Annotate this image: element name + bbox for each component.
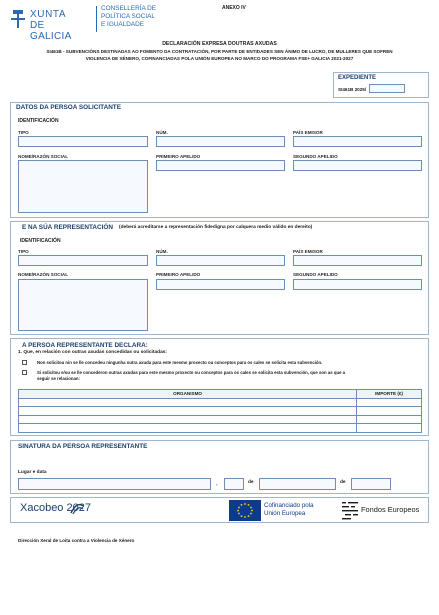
option1-checkbox[interactable] xyxy=(22,360,27,365)
col-organismo-header: ORGANISMO xyxy=(19,390,357,399)
representative-surname2-label: SEGUNDO APELIDO xyxy=(293,272,338,277)
applicant-num-field[interactable] xyxy=(156,136,285,147)
representative-surname1-field[interactable] xyxy=(156,279,285,290)
place-field[interactable] xyxy=(18,478,211,490)
table-row xyxy=(19,415,422,424)
applicant-tipo-label: TIPO xyxy=(18,130,29,135)
applicant-surname1-field[interactable] xyxy=(156,160,285,171)
applicant-name-field[interactable] xyxy=(18,160,148,213)
applicant-section-title: DATOS DA PERSOA SOLICITANTE xyxy=(16,104,121,111)
cofinanced-line2: Unión Europea xyxy=(264,510,306,517)
signature-title: SINATURA DA PERSOA REPRESENTANTE xyxy=(18,443,148,450)
organismo-cell[interactable] xyxy=(19,415,357,424)
month-field[interactable] xyxy=(259,478,336,490)
representative-num-label: NÚM. xyxy=(156,249,168,254)
option2-text-line1: Si solicitou e/ou se lle concederon outras axudas para este mesmo proxecto ou conceptos para os cales se solicita esta subvención, que son as que a xyxy=(37,370,346,375)
representative-surname1-label: PRIMEIRO APELIDO xyxy=(156,272,201,277)
importe-cell[interactable] xyxy=(357,407,422,416)
organismo-cell[interactable] xyxy=(19,407,357,416)
fondos-europeos-label: Fondos Europeos xyxy=(361,505,420,514)
representative-num-field[interactable] xyxy=(156,255,285,266)
col-importe-header: IMPORTE (€) xyxy=(357,390,422,399)
direction-footer: Dirección Xeral de Loita contra a Violencia de Xénero xyxy=(18,538,135,543)
importe-cell[interactable] xyxy=(357,398,422,407)
xunta-logo-divider xyxy=(96,6,97,32)
de-label-1: de xyxy=(248,480,254,485)
applicant-tipo-field[interactable] xyxy=(18,136,148,147)
applicant-identification-label: IDENTIFICACIÓN xyxy=(18,118,59,124)
organismo-cell[interactable] xyxy=(19,424,357,433)
declaration-title: A PERSOA REPRESENTANTE DECLARA: xyxy=(22,342,148,349)
representative-identification-label: IDENTIFICACIÓN xyxy=(20,238,61,244)
fondos-europeos-icon xyxy=(341,500,359,521)
applicant-surname2-label: SEGUNDO APELIDO xyxy=(293,154,338,159)
conselleria-line3: E IGUALDADE xyxy=(101,21,144,28)
representative-pais-field[interactable] xyxy=(293,255,422,266)
table-row xyxy=(19,407,422,416)
representative-tipo-field[interactable] xyxy=(18,255,148,266)
eu-flag-icon xyxy=(229,500,261,521)
importe-cell[interactable] xyxy=(357,424,422,433)
conselleria-line1: CONSELLERÍA DE xyxy=(101,5,157,12)
applicant-name-label: NOME/RAZÓN SOCIAL xyxy=(18,154,69,159)
applicant-pais-field[interactable] xyxy=(293,136,422,147)
xacobeo-logo: Xacobeo 2027 xyxy=(20,502,91,514)
option1-text: Non solicitou nin se lle concedeu ningunha outra axuda para este mesmo proxecto ou conceptos para os cales se solicita esta subvención. xyxy=(37,360,323,365)
expediente-code: SI461B 2025/ xyxy=(338,87,367,92)
doc-subtitle-line2: VIOLENCIA DE XÉNERO, COFINANCIADAS POLA UNIÓN EUROPEA NO MARCO DO PROGRAMA FSE+ GALICIA 2021-2027 xyxy=(85,56,354,61)
applicant-surname2-field[interactable] xyxy=(293,160,422,171)
applicant-num-label: NÚM. xyxy=(156,130,168,135)
representative-surname2-field[interactable] xyxy=(293,279,422,290)
cofinanced-line1: Cofinanciado pola xyxy=(264,502,314,509)
de-label-2: de xyxy=(340,480,346,485)
place-date-label: Lugar e data xyxy=(18,470,47,475)
aids-table-header xyxy=(19,390,422,399)
xunta-emblem-icon xyxy=(10,8,26,30)
expediente-label: EXPEDIENTE xyxy=(338,75,377,81)
annex-label: ANEXO IV xyxy=(222,5,246,11)
xunta-logo xyxy=(10,8,88,42)
table-row xyxy=(19,424,422,433)
representative-name-field[interactable] xyxy=(18,279,148,331)
representative-note: (deberá acreditarse a representación fidedigna por calquera medio válido en dereito) xyxy=(119,225,313,230)
xunta-name-line1: XUNTA xyxy=(30,9,67,20)
applicant-pais-label: PAÍS EMISOR xyxy=(293,130,323,135)
table-row xyxy=(19,398,422,407)
representative-pais-label: PAÍS EMISOR xyxy=(293,249,323,254)
doc-subtitle-line1: SI461B - SUBVENCIÓNS DESTINADAS AO FOMENTO DA CONTRATACIÓN, POR PARTE DE ENTIDADES SEN ÁNIMO DE LUCRO, DE MULLERES QUE SOFREN xyxy=(46,49,393,54)
option2-checkbox[interactable] xyxy=(22,370,27,375)
declaration-point1: 1. Que, en relación con outras axudas concedidas ou solicitadas: xyxy=(18,350,168,355)
representative-tipo-label: TIPO xyxy=(18,249,29,254)
aids-table xyxy=(18,389,422,433)
comma-separator: , xyxy=(216,481,218,487)
xunta-name-line2: DE GALICIA xyxy=(30,20,72,42)
representative-section-title: E NA SÚA REPRESENTACIÓN xyxy=(22,224,114,231)
doc-title: DECLARACIÓN EXPRESA DOUTRAS AXUDAS xyxy=(162,41,277,47)
applicant-surname1-label: PRIMEIRO APELIDO xyxy=(156,154,201,159)
expediente-number-field[interactable] xyxy=(369,84,405,93)
day-field[interactable] xyxy=(224,478,244,490)
option2-text-line2: seguir se relacionan: xyxy=(37,376,80,381)
representative-name-label: NOME/RAZÓN SOCIAL xyxy=(18,272,69,277)
conselleria-line2: POLÍTICA SOCIAL xyxy=(101,13,155,20)
year-field[interactable] xyxy=(351,478,391,490)
organismo-cell[interactable] xyxy=(19,398,357,407)
xacobeo-swirl-icon xyxy=(70,501,84,515)
importe-cell[interactable] xyxy=(357,415,422,424)
